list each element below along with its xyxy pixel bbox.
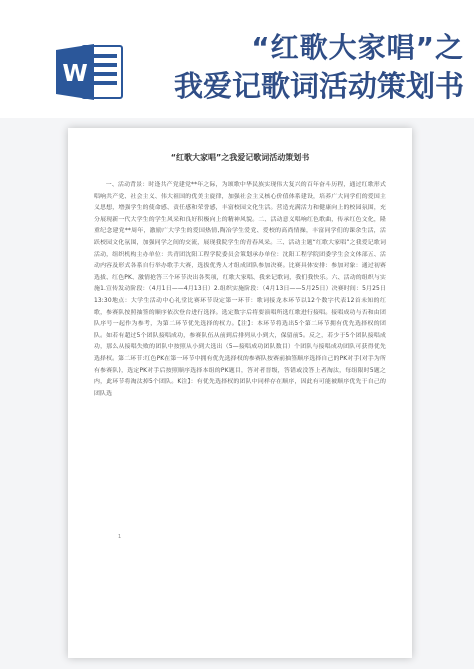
document-page — [68, 128, 412, 658]
document-body — [94, 180, 386, 400]
banner-title-line-2: 我爱记歌词活动策划书 — [173, 69, 464, 103]
header-banner — [0, 0, 474, 118]
page-number: 1 — [118, 534, 122, 540]
document-title: “红歌大家唱”之我爱记歌词活动策划书 — [170, 153, 310, 162]
word-document-icon — [56, 42, 126, 102]
banner-title-line-1: “红歌大家唱”之 — [251, 31, 464, 64]
document-paragraph: 一、活动背景：时逢共产党建党**年之际，为颂歌中华民族实现伟大复兴的百年奋斗历程，通过红歌形式唱响共产党、社会主义、伟大祖国的优美主旋律，加强社会主义核心价值体系建设，培养广大同学们的爱国主义思想，增强学生的使命感、责任感和荣誉感，丰富校园文化生活。营造充满活力和健康向上的校园氛围，充分展现新一代大学生的学生风采和良好积极向上的精神风貌。二、活动意义唱响红色歌曲，传承红色文化，隆重纪念建党**周年，激励广大学生的爱国热情,陶冶学生爱党、爱校的高尚情操，丰富同学们的课余生活，活跃校园文化氛围，加强同学之间的交流，展现我院学生的青春风采。三、活动主题“红歌大家唱”之我爱记歌词活动，组织机构主办单位：共青团沈阳工程学院委员会策划承办单位：沈阳工程学院团委学生会文体部五、活动内容及形式各系自行举办歌手大赛，选拔优秀人才组成团队参加决赛。比赛具体安排：参加对象：通过初赛选拔、红色PK、激情抢答三个环节决出各奖项，红歌大家唱、我来记歌词，我们我快乐。六、活动的组织与实施1.宣传发动阶段：（4月1日——4月13日）2.组织实施阶段：（4月13日——5月25日）决赛时间：5月25日13:30地点：大学生活动中心礼堂比赛环节设定第一环节：歌词接龙本环节以12个数字代表12首未知的红歌，参赛队按照抽签的顺序依次登台进行选择。选定数字后将要演唱所选红歌进行接唱。接唱成功与否和由团队序号一起作为参考，为第二环节优先选择的权力。【注】：本环节将选出5个第二环节拥有优先选择权的团队。如若有超过5个团队接唱成功，参赛队伍从前到后排列从小到大，保留前5。反之，若少于5个团队接唱成功，那么从接唱失败的团队中按照从小到大选出（5—接唱成功团队数目）个团队与接唱成功团队可获得优先选择权。第二环节:红色PK在第一环节中拥有优先选择权的参赛队按赛前抽签顺序选择自己的PK对手(对手为所有参赛队)，选定PK对手后按照顺序选择本组的PK题目，答对者晋级，答错或没答上者淘汰，每组限时5题之内，此环节将淘汰掉5个团队。K注】：有优先选择权的团队中同样存在顺序，因此有可能被顺序优先于自己的团队选 — [94, 182, 386, 397]
svg-text:W: W — [62, 61, 88, 87]
